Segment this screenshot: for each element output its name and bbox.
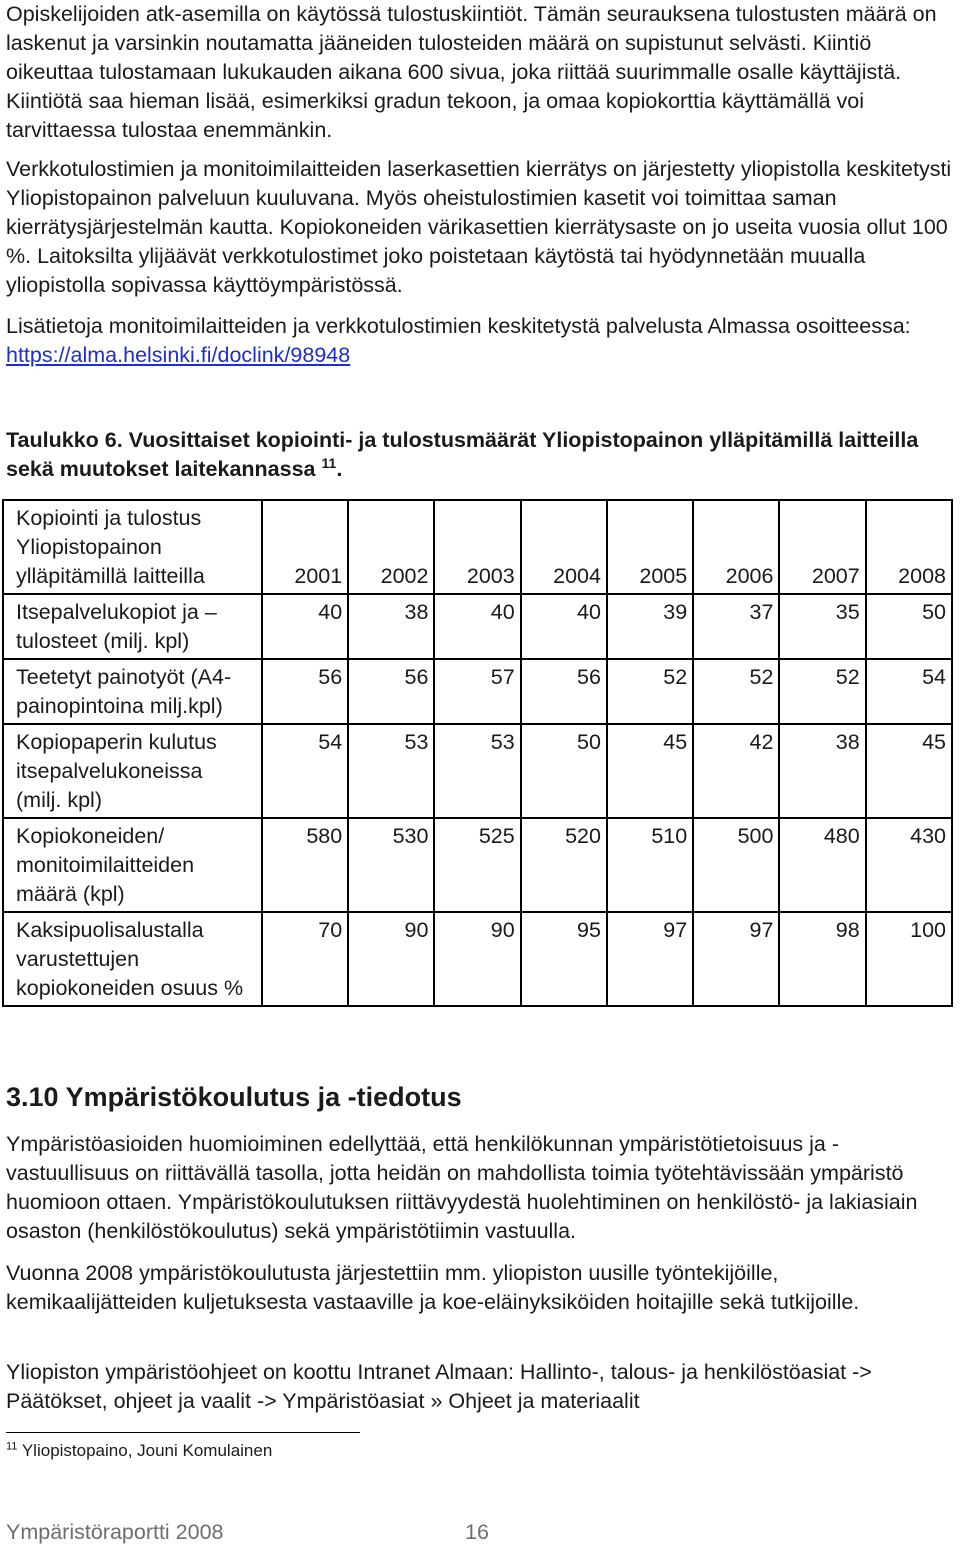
table-cell: 45 bbox=[866, 724, 952, 818]
table-cell: 97 bbox=[693, 912, 779, 1006]
table-cell: 50 bbox=[866, 594, 952, 659]
caption-footnote-ref: 11 bbox=[321, 454, 337, 471]
table-cell: 40 bbox=[434, 594, 520, 659]
table-cell: 40 bbox=[262, 594, 348, 659]
table-row bbox=[3, 818, 952, 912]
table-cell: 45 bbox=[607, 724, 693, 818]
table-cell: 500 bbox=[693, 818, 779, 912]
info-paragraph bbox=[6, 312, 954, 370]
table-cell: 40 bbox=[521, 594, 607, 659]
intro-paragraph: Opiskelijoiden atk-asemilla on käytössä tulostuskiintiöt. Tämän seurauksena tulostusten määrä on laskenut ja varsinkin noutamatta jääneiden tulosteiden määrä on supistunut selvästi. Kiintiö oikeuttaa tulostamaan lukukauden aikana 600 sivua, joka riittää suurimmalle osalle käyttäjistä. Kiintiötä saa hieman lisää, esimerkiksi gradun tekoon, ja omaa kopiokorttia käyttämällä voi tarvittaessa tulostaa enemmänkin. bbox=[6, 2, 937, 142]
year-header: 2008 bbox=[866, 500, 952, 594]
table-cell: 480 bbox=[779, 818, 865, 912]
table-cell: 56 bbox=[262, 659, 348, 724]
table-cell: 54 bbox=[866, 659, 952, 724]
alma-link[interactable]: https://alma.helsinki.fi/doclink/98948 bbox=[6, 343, 351, 367]
table-cell: 38 bbox=[348, 594, 434, 659]
table-cell: 53 bbox=[434, 724, 520, 818]
table-cell: 100 bbox=[866, 912, 952, 1006]
table-cell: 42 bbox=[693, 724, 779, 818]
footnote-number: 11 bbox=[6, 1440, 18, 1453]
table-row bbox=[3, 912, 952, 1006]
table-cell: 70 bbox=[262, 912, 348, 1006]
info-text: Lisätietoja monitoimilaitteiden ja verkkotulostimien keskitetystä palvelusta Almassa osoitteessa: bbox=[6, 314, 911, 338]
table-caption bbox=[6, 426, 956, 484]
footer-title: Ympäristöraportti 2008 bbox=[6, 1520, 224, 1544]
table-cell: 35 bbox=[779, 594, 865, 659]
table-cell: 52 bbox=[693, 659, 779, 724]
table-cell: 39 bbox=[607, 594, 693, 659]
year-header: 2007 bbox=[779, 500, 865, 594]
row-label: Teetetyt painotyöt (A4-painopintoina milj.kpl) bbox=[3, 659, 262, 724]
table-cell: 52 bbox=[779, 659, 865, 724]
table-cell: 56 bbox=[521, 659, 607, 724]
row-label: Itsepalvelukopiot ja –tulosteet (milj. kpl) bbox=[3, 594, 262, 659]
table-cell: 52 bbox=[607, 659, 693, 724]
table-cell: 38 bbox=[779, 724, 865, 818]
year-header: 2003 bbox=[434, 500, 520, 594]
table-row bbox=[3, 594, 952, 659]
row-label: Kopiokoneiden/ monitoimilaitteiden määrä (kpl) bbox=[3, 818, 262, 912]
page-number: 16 bbox=[465, 1520, 489, 1544]
caption-end: . bbox=[336, 457, 343, 481]
year-header: 2006 bbox=[693, 500, 779, 594]
table-cell: 90 bbox=[348, 912, 434, 1006]
recycling-paragraph: Verkkotulostimien ja monitoimilaitteiden laserkasettien kierrätys on järjestetty yliopistolla keskitetysti Yliopistopainon palveluun kuuluvana. Myös oheistulostimien kasetit voi toimittaa saman kierrätysjärjestelmän kautta. Kopiokoneiden värikasettien kierrätysaste on jo useita vuosia ollut 100 %. Laitoksilta ylijäävät verkkotulostimet joko poistetaan käytöstä tai hyödynnetään muualla yliopistolla sopivassa käyttöympäristössä. bbox=[6, 157, 952, 297]
table-caption-text: Taulukko 6. Vuosittaiset kopiointi- ja tulostusmäärät Yliopistopainon ylläpitämillä laitteilla sekä muutokset laitekannassa bbox=[6, 428, 919, 481]
table-cell: 53 bbox=[348, 724, 434, 818]
table-cell: 530 bbox=[348, 818, 434, 912]
table-cell: 98 bbox=[779, 912, 865, 1006]
table-cell: 37 bbox=[693, 594, 779, 659]
row-label: Kaksipuolisalustalla varustettujen kopiokoneiden osuus % bbox=[3, 912, 262, 1006]
table-cell: 580 bbox=[262, 818, 348, 912]
table-cell: 525 bbox=[434, 818, 520, 912]
year-header: 2004 bbox=[521, 500, 607, 594]
table-cell: 50 bbox=[521, 724, 607, 818]
table-cell: 510 bbox=[607, 818, 693, 912]
table-row bbox=[3, 724, 952, 818]
section-paragraph-3: Yliopiston ympäristöohjeet on koottu Intranet Almaan: Hallinto-, talous- ja henkilöstöasiat -> Päätökset, ohjeet ja vaalit -> Ympäristöasiat » Ohjeet ja materiaalit bbox=[6, 1360, 872, 1413]
print-statistics-table bbox=[2, 499, 953, 1007]
section-heading: 3.10 Ympäristökoulutus ja -tiedotus bbox=[6, 1082, 462, 1112]
table-row bbox=[3, 659, 952, 724]
table-cell: 97 bbox=[607, 912, 693, 1006]
table-header-label: Kopiointi ja tulostus Yliopistopainon ylläpitämillä laitteilla bbox=[3, 500, 262, 594]
row-label: Kopiopaperin kulutus itsepalvelukoneissa (milj. kpl) bbox=[3, 724, 262, 818]
table-cell: 520 bbox=[521, 818, 607, 912]
table-header-row bbox=[3, 500, 952, 594]
table-cell: 56 bbox=[348, 659, 434, 724]
table-cell: 54 bbox=[262, 724, 348, 818]
year-header: 2002 bbox=[348, 500, 434, 594]
table-cell: 95 bbox=[521, 912, 607, 1006]
footnote bbox=[6, 1440, 272, 1462]
year-header: 2005 bbox=[607, 500, 693, 594]
table-cell: 430 bbox=[866, 818, 952, 912]
table-cell: 90 bbox=[434, 912, 520, 1006]
year-header: 2001 bbox=[262, 500, 348, 594]
footnote-divider bbox=[6, 1432, 360, 1433]
section-paragraph-2: Vuonna 2008 ympäristökoulutusta järjestettiin mm. yliopiston uusille työntekijöille, kemikaalijätteiden kuljetuksesta vastaaville ja koe-eläinyksiköiden hoitajille sekä tutkijoille. bbox=[6, 1261, 860, 1314]
section-paragraph-1: Ympäristöasioiden huomioiminen edellyttää, että henkilökunnan ympäristötietoisuus ja -vastuullisuus on riittävällä tasolla, jotta heidän on mahdollista toimia työtehtävissään ympäristö huomioon ottaen. Ympäristökoulutuksen riittävyydestä huolehtiminen on henkilöstö- ja lakiasiain osaston (henkilöstökoulutus) sekä ympäristötiimin vastuulla. bbox=[6, 1132, 918, 1243]
table-cell: 57 bbox=[434, 659, 520, 724]
footnote-text: Yliopistopaino, Jouni Komulainen bbox=[21, 1441, 273, 1460]
